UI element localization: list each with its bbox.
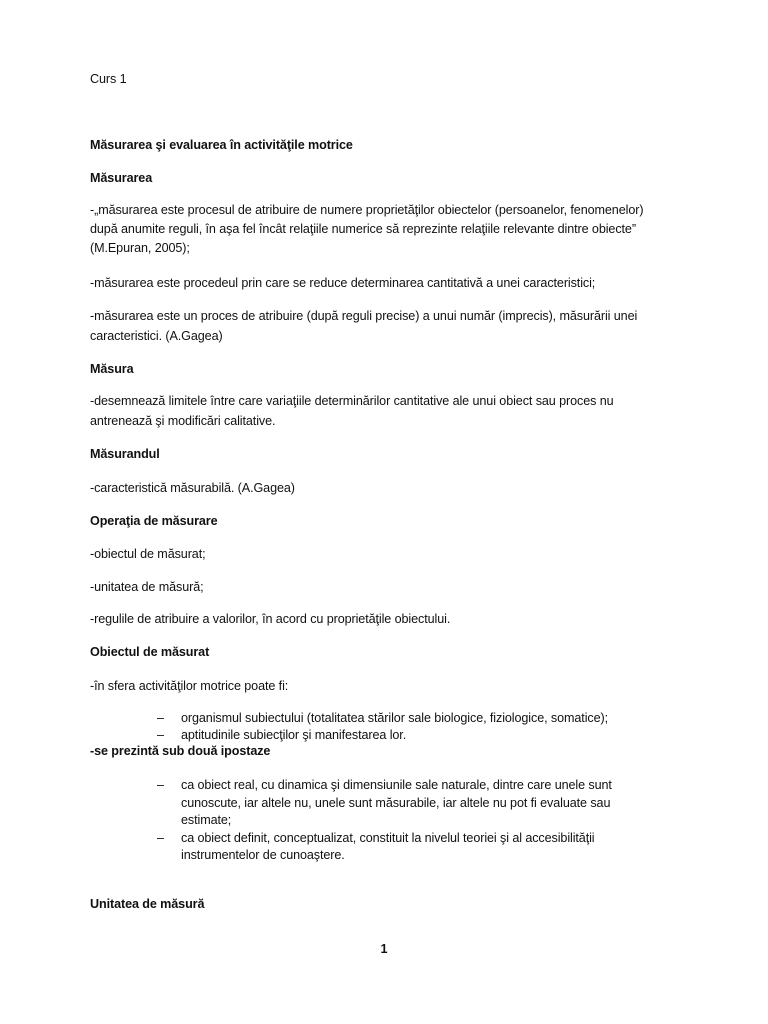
bullet-item-cont: cunoscute, iar altele nu, unele sunt măsurabile, iar altele nu pot fi evaluate sau [181,796,611,810]
paragraph-line: -se prezintă sub două ipostaze [90,744,271,758]
heading-operatia: Operaţia de măsurare [90,514,218,528]
bullet-item-cont: estimate; [181,813,232,827]
page-number: 1 [380,942,388,956]
heading-unitatea: Unitatea de măsură [90,897,205,911]
dash-bullet: – [157,831,165,845]
heading-masurarea: Măsurarea [90,171,153,185]
document-title: Măsurarea şi evaluarea în activităţile motrice [90,138,353,152]
dash-bullet: – [157,711,165,725]
paragraph-line: -în sfera activităţilor motrice poate fi: [90,679,289,693]
paragraph-line: (M.Epuran, 2005); [90,241,190,255]
heading-obiectul: Obiectul de măsurat [90,645,210,659]
heading-masura: Măsura [90,362,134,376]
bullet-item: aptitudinile subiecţilor şi manifestarea lor. [181,728,407,742]
paragraph-line: -caracteristică măsurabilă. (A.Gagea) [90,481,295,495]
paragraph-line: -măsurarea este un proces de atribuire (după reguli precise) a unui număr (imprecis), măsurării unei [90,309,638,323]
paragraph-line: caracteristici. (A.Gagea) [90,329,223,343]
bullet-item-cont: instrumentelor de cunoaştere. [181,848,345,862]
paragraph-line: -măsurarea este procedeul prin care se reduce determinarea cantitativă a unei caracteristici; [90,276,596,290]
paragraph-line: -„măsurarea este procesul de atribuire de numere proprietăţilor obiectelor (persoanelor, fenomenelor) [90,203,644,217]
list-item: -regulile de atribuire a valorilor, în acord cu proprietăţile obiectului. [90,612,451,626]
bullet-item: ca obiect real, cu dinamica şi dimensiunile sale naturale, dintre care unele sunt [181,778,612,792]
paragraph-line: după anumite reguli, în aşa fel încât relaţiile numerice să reprezinte relaţiile relevante dintre obiecte” [90,222,636,236]
list-item: -unitatea de măsură; [90,580,204,594]
paragraph-line: -desemnează limitele între care variaţiile determinărilor cantitative ale unui obiect sau proces nu [90,394,614,408]
course-label: Curs 1 [90,72,127,86]
list-item: -obiectul de măsurat; [90,547,206,561]
bullet-item: organismul subiectului (totalitatea stărilor sale biologice, fiziologice, somatice); [181,711,608,725]
bullet-item: ca obiect definit, conceptualizat, constituit la nivelul teoriei şi al accesibilităţii [181,831,595,845]
paragraph-line: antrenează şi modificări calitative. [90,414,276,428]
dash-bullet: – [157,728,165,742]
heading-masurandul: Măsurandul [90,447,160,461]
dash-bullet: – [157,778,165,792]
